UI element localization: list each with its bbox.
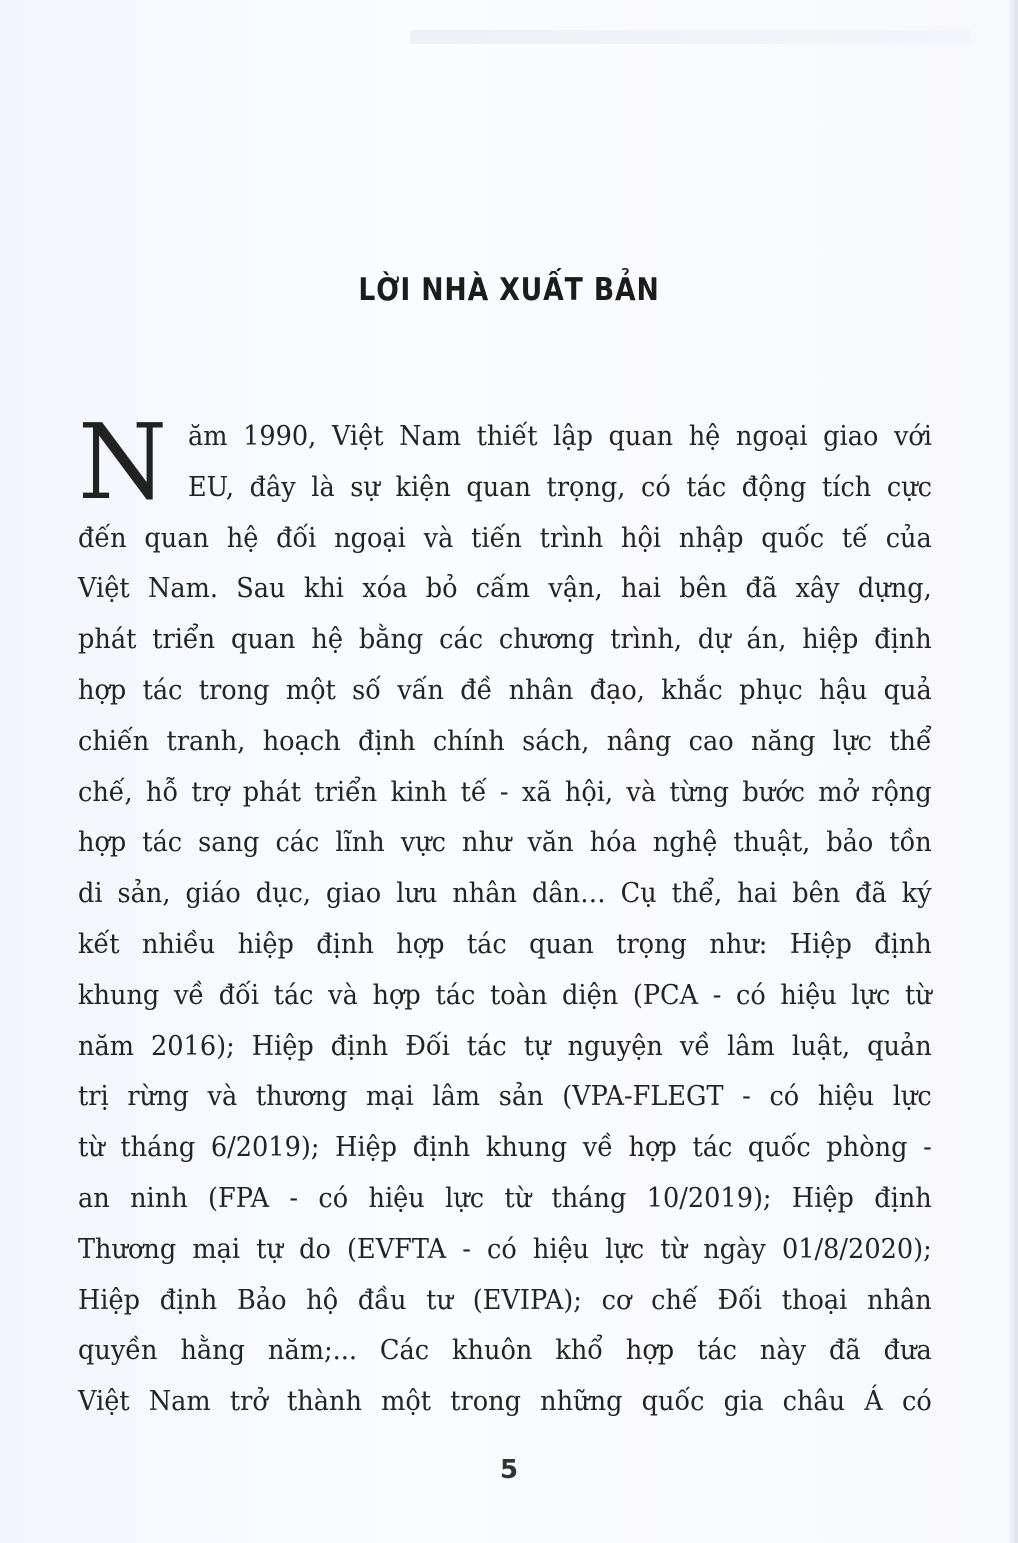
text-line: năm 2016); Hiệp định Đối tác tự nguyện về lâm luật, quản <box>78 1029 932 1062</box>
text-line: di sản, giáo dục, giao lưu nhân dân… Cụ thể, hai bên đã ký <box>78 877 932 910</box>
drop-cap: N <box>78 401 168 523</box>
bleed-through-header <box>410 30 970 44</box>
text-line: từ tháng 6/2019); Hiệp định khung về hợp tác quốc phòng - <box>78 1131 932 1164</box>
body-text <box>78 401 932 1432</box>
text-line: khung về đối tác và hợp tác toàn diện (PCA - có hiệu lực từ <box>78 978 932 1011</box>
text-line: Thương mại tự do (EVFTA - có hiệu lực từ ngày 01/8/2020); <box>78 1232 932 1265</box>
page-edge-shadow <box>1008 0 1018 1543</box>
text-line: Việt Nam. Sau khi xóa bỏ cấm vận, hai bên đã xây dựng, <box>78 572 932 605</box>
text-line: Hiệp định Bảo hộ đầu tư (EVIPA); cơ chế Đối thoại nhân <box>78 1283 932 1316</box>
text-line: Việt Nam trở thành một trong những quốc gia châu Á có <box>78 1385 932 1418</box>
page-number: 5 <box>499 1455 519 1485</box>
text-line: chế, hỗ trợ phát triển kinh tế - xã hội, và từng bước mở rộng <box>78 775 932 808</box>
text-line: phát triển quan hệ bằng các chương trình, dự án, hiệp định <box>78 623 932 656</box>
text-line: kết nhiều hiệp định hợp tác quan trọng như: Hiệp định <box>78 927 932 960</box>
text-line: hợp tác trong một số vấn đề nhân đạo, khắc phục hậu quả <box>78 673 932 706</box>
page-heading: LỜI NHÀ XUẤT BẢN <box>358 272 660 308</box>
text-line: hợp tác sang các lĩnh vực như văn hóa nghệ thuật, bảo tồn <box>78 826 932 859</box>
text-line: ăm 1990, Việt Nam thiết lập quan hệ ngoại giao với <box>188 420 932 452</box>
text-line: an ninh (FPA - có hiệu lực từ tháng 10/2019); Hiệp định <box>78 1181 932 1214</box>
text-line: EU, đây là sự kiện quan trọng, có tác động tích cực <box>188 470 932 503</box>
text-line: quyền hằng năm;... Các khuôn khổ hợp tác này đã đưa <box>78 1334 932 1367</box>
text-line: trị rừng và thương mại lâm sản (VPA-FLEGT - có hiệu lực <box>78 1080 932 1113</box>
text-line: đến quan hệ đối ngoại và tiến trình hội nhập quốc tế của <box>78 521 932 554</box>
text-line: chiến tranh, hoạch định chính sách, nâng cao năng lực thể <box>78 724 932 757</box>
